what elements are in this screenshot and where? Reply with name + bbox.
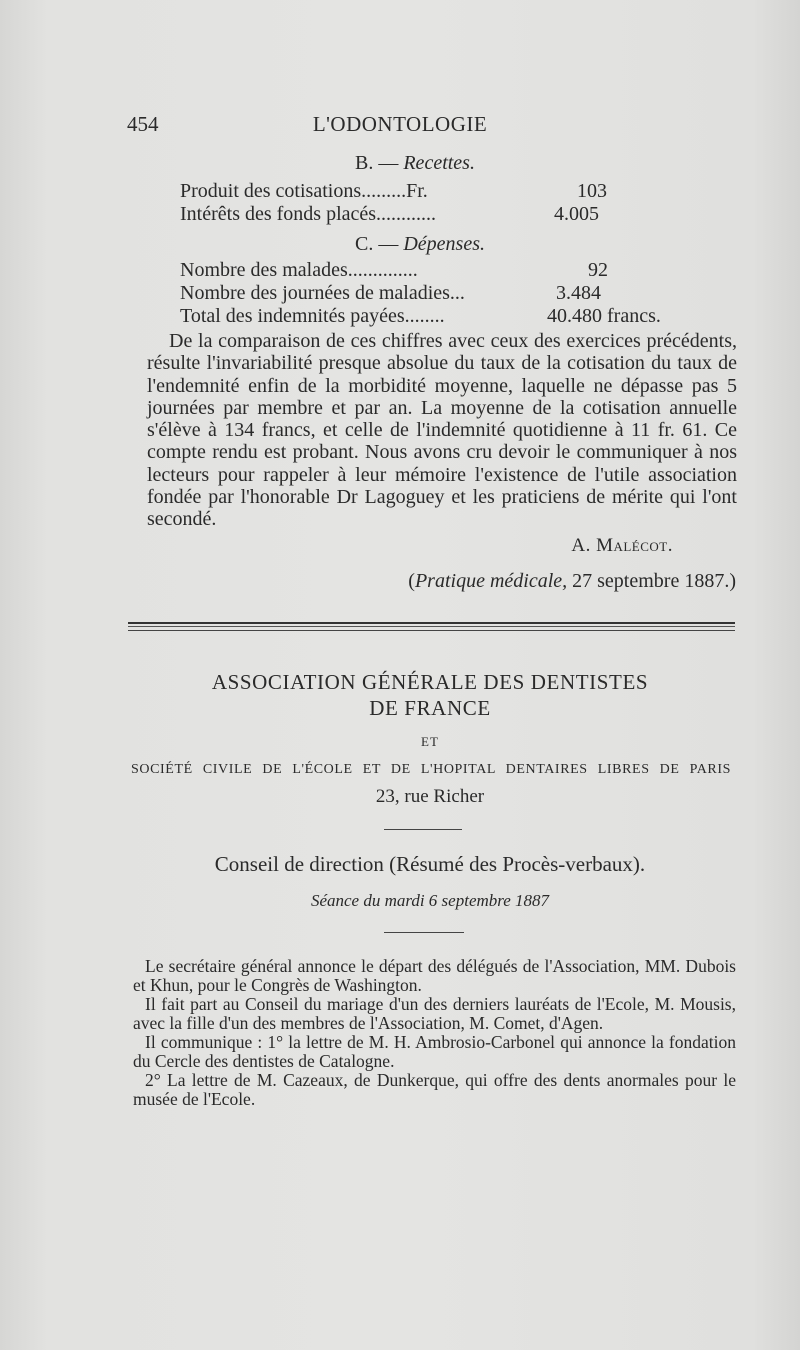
minutes-paragraph: 2° La lettre de M. Cazeaux, de Dunkerque, qui offre des dents anormales pour le musée de l'Ecole. bbox=[133, 1070, 736, 1109]
journal-title: L'ODONTOLOGIE bbox=[312, 112, 488, 136]
societe-title: SOCIÉTÉ CIVILE DE L'ÉCOLE ET DE L'HOPITAL DENTAIRES LIBRES DE PARIS bbox=[131, 762, 731, 777]
row-label: Nombre des malades.............. bbox=[180, 259, 418, 281]
recettes-row bbox=[180, 180, 428, 202]
row-value: 103 bbox=[577, 180, 607, 202]
recettes-row bbox=[180, 203, 436, 225]
source-date: 27 septembre 1887.) bbox=[567, 570, 736, 592]
page-number: 454 bbox=[127, 112, 159, 136]
depenses-row bbox=[180, 259, 418, 281]
address: 23, rue Richer bbox=[375, 786, 485, 807]
recettes-heading-prefix: B. — bbox=[355, 152, 399, 174]
minutes-paragraph: Le secrétaire général annonce le départ des délégués de l'Association, MM. Dubois et Khun, pour le Congrès de Washington. bbox=[133, 956, 736, 995]
source-title: Pratique médicale, bbox=[414, 570, 568, 592]
signature: A. Malécot. bbox=[571, 535, 673, 556]
row-value: 3.484 bbox=[556, 282, 601, 304]
minutes bbox=[133, 957, 736, 1109]
row-label: Produit des cotisations.........Fr. bbox=[180, 180, 428, 202]
source-citation bbox=[408, 570, 736, 593]
depenses-row bbox=[180, 305, 445, 327]
source-open: ( bbox=[408, 570, 415, 592]
row-value: 92 bbox=[588, 259, 608, 281]
association-et: ET bbox=[421, 734, 439, 749]
body-paragraph bbox=[147, 330, 737, 531]
row-label: Intérêts des fonds placés............ bbox=[180, 203, 437, 225]
depenses-row bbox=[180, 282, 465, 304]
row-label: Nombre des journées de maladies... bbox=[180, 282, 465, 304]
short-rule bbox=[384, 829, 462, 830]
row-value: 4.005 bbox=[554, 203, 599, 225]
association-title-line2: DE FRANCE bbox=[369, 696, 491, 720]
minutes-paragraph: Il communique : 1° la lettre de M. H. Ambrosio-Carbonel qui annonce la fondation du Cercle des dentistes de Catalogne. bbox=[133, 1032, 736, 1071]
section-divider bbox=[128, 622, 735, 631]
association-title-line1: ASSOCIATION GÉNÉRALE DES DENTISTES bbox=[211, 670, 649, 694]
conseil-title: Conseil de direction (Résumé des Procès-verbaux). bbox=[214, 852, 646, 876]
minutes-paragraph: Il fait part au Conseil du mariage d'un des derniers lauréats de l'Ecole, M. Mousis, avec la fille d'un des membres de l'Association, M. Comet, d'Agen. bbox=[133, 994, 736, 1033]
row-value: 40.480 francs. bbox=[547, 305, 661, 327]
recettes-heading bbox=[355, 152, 475, 175]
recettes-heading-label: Recettes. bbox=[403, 152, 475, 174]
depenses-heading bbox=[355, 233, 485, 256]
paragraph-text: De la comparaison de ces chiffres avec ceux des exercices précédents, résulte l'invariabilité presque absolue du taux de la cotisation du taux de l'endemnité enfin de la morbidité moyenne, laquelle ne dépasse pas 5 journées par membre et par an. La moyenne de la cotisation annuelle s'élève à 134 francs, et celle de l'indemnité quotidienne à 11 fr. 61. Ce compte rendu est probant. Nous avons cru devoir le communiquer à nos lecteurs pour rappeler à leur mémoire l'existence de l'utile association fondée par l'honorable Dr Lagoguey et les praticiens de mérite qui l'ont secondé. bbox=[147, 330, 737, 531]
short-rule bbox=[384, 932, 464, 933]
row-label: Total des indemnités payées........ bbox=[180, 305, 445, 327]
depenses-heading-label: Dépenses. bbox=[403, 233, 485, 255]
depenses-heading-prefix: C. — bbox=[355, 233, 399, 255]
seance-date: Séance du mardi 6 septembre 1887 bbox=[310, 891, 550, 910]
